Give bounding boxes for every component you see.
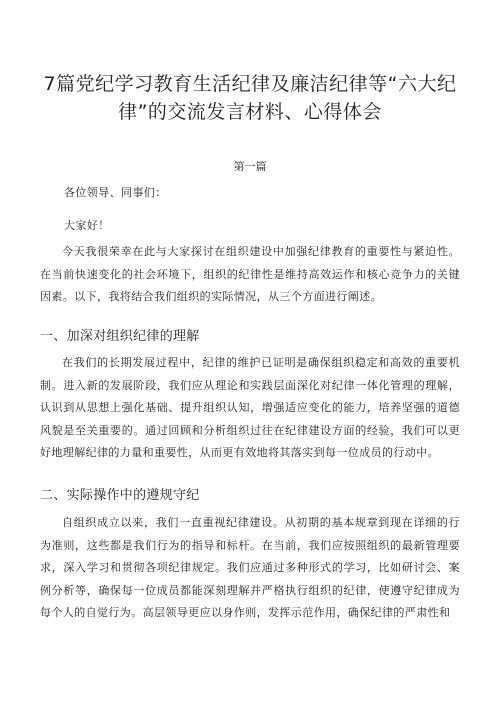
title-line-1: 7篇党纪学习教育生活纪律及廉洁纪律等“六大纪 xyxy=(43,73,457,95)
section-label: 第一篇 xyxy=(233,160,267,173)
title-line-2: 律”的交流发言材料、心得体会 xyxy=(118,101,382,123)
paragraph-2: 自组织成立以来，我们一直重视纪律建设。从初期的基本规章到现在详细的行为准则，这些都是我们行为的指导和标杆。在当前，我们应按照组织的最新管理要求，深入学习和贯彻各项纪律规定。我们应通过多种形式的学习，比如研讨会、案例分析等，确保每一位成员都能深刻理解并严格执行组织的纪律，使遵守纪律成为每个人的自觉行为。高层领导更应以身作则，发挥示范作用，确保纪律的严肃性和 xyxy=(40,516,460,619)
paragraph-1: 在我们的长期发展过程中，纪律的维护已证明是确保组织稳定和高效的重要机制。进入新的发展阶段，我们应从理论和实践层面深化对纪律一体化管理的理解，认识到从思想上强化基础、提升组织认知，增强适应变化的能力，培养坚强的道德风貌是至关重要的。通过回顾和分析组织过往在纪律建设方面的经验，我们可以更好地理解纪律的力量和重要性，从而更有效地将其落实到每一位成员的行动中。 xyxy=(40,356,460,459)
heading-2: 二、实际操作中的遵规守纪 xyxy=(40,488,200,503)
heading-1: 一、加深对组织纪律的理解 xyxy=(40,329,200,344)
document-title xyxy=(40,70,460,126)
salutation: 各位领导、同事们： xyxy=(64,186,167,199)
intro-paragraph: 今天我很荣幸在此与大家探讨在组织建设中加强纪律教育的重要性与紧迫性。在当前快速变化的社会环境下，组织的纪律性是维持高效运作和核心竞争力的关键因素。以下，我将结合我们组织的实际情况，从三个方面进行阐述。 xyxy=(40,245,460,303)
greeting: 大家好！ xyxy=(64,219,110,232)
